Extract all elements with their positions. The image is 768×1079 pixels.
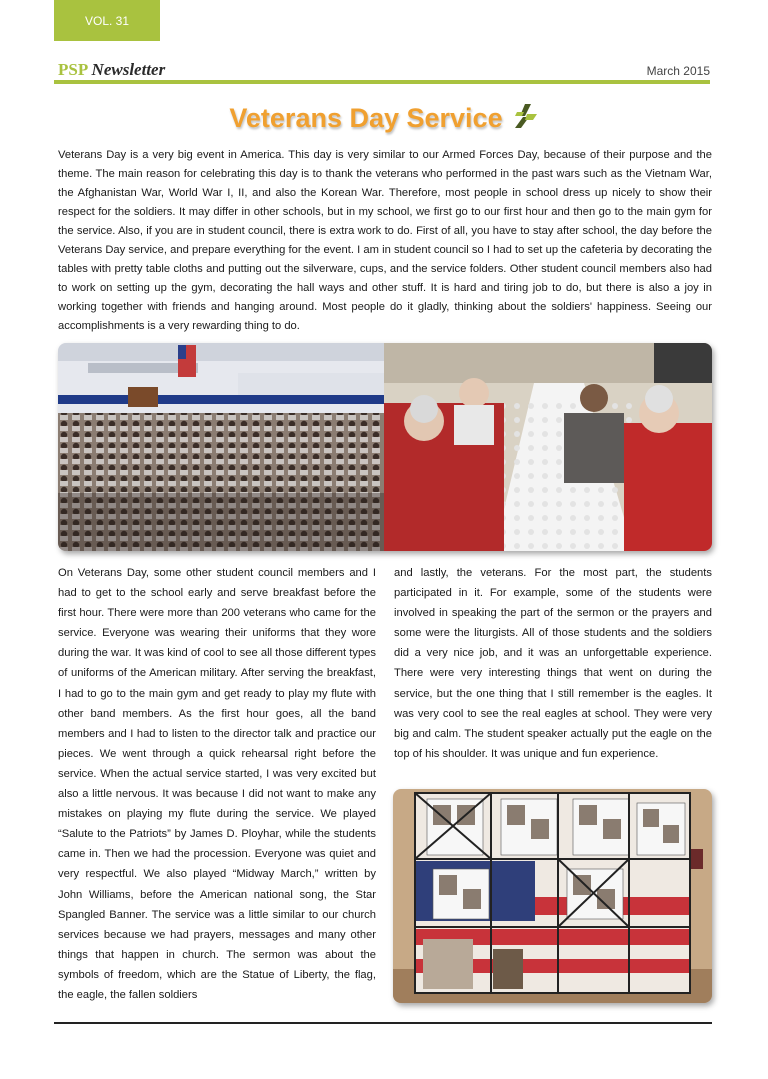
- newsletter-brand: [58, 60, 165, 80]
- article-column-left: On Veterans Day, some other student council members and I had to get to the school early and serve breakfast before the first hour. There were more than 200 veterans who came for the service. Everyone was wearing their uniforms that they wore during the war. It was kind of cool to see all those different types of uniforms of the American military. After serving the breakfast, I had to go to the main gym and get ready to play my flute with other band members. As the first hour goes, all the band members and I had to listen to the director talk and practice our pieces. We went through a quick rehearsal right before the service. When the actual service started, I was very excited but also a little nervous. It was because I did not want to make any mistakes on playing my flute during the service. We played “Salute to the Patriots” by James D. Ployhar, while the students came in. Then we had the procession. Everyone was quiet and very respectful. We also played “Midway March,” written by John Williams, before the American national song, the Star Spangled Banner. The service was a little similar to our church services because we had prayers, messages and many other things that happen in church. The sermon was about the symbols of freedom, which are the Statue of Liberty, the flag, the eagle, the fallen soldiers: [58, 567, 376, 1001]
- brand-secondary: Newsletter: [91, 60, 166, 79]
- volume-tab: VOL. 31: [54, 0, 160, 41]
- event-photos: [58, 343, 712, 551]
- article-column-right: and lastly, the veterans. For the most part, the students participated in it. For example, some of the students were involved in speaking the part of the sermon or the prayers and some were the liturgists. All of those students and the soldiers did a very nice job, and it was an unforgettable experience. There were very interesting things that went on during the service, but the one thing that I still remember is the eagles. It was very cool to see the real eagles at school. They were very big and calm. The student speaker actually put the eagle on the top of his shoulder. It was unique and fun experience.: [394, 567, 712, 760]
- issue-date: March 2015: [646, 64, 710, 78]
- veteran-salute-icon: [511, 102, 539, 135]
- header-divider: [54, 80, 710, 84]
- brand-primary: PSP: [58, 60, 88, 79]
- veterans-display-photo: [393, 789, 712, 1003]
- gym-service-photo: [58, 343, 384, 551]
- veterans-breakfast-photo: [384, 343, 712, 551]
- footer-divider: [54, 1022, 712, 1024]
- article-title-row: [0, 103, 768, 133]
- article-title: Veterans Day Service: [229, 102, 503, 133]
- intro-paragraph: Veterans Day is a very big event in America. This day is very similar to our Armed Forces Day, because of their purpose and the theme. The main reason for celebrating this day is to thank the veterans who performed in the past wars such as the Vietnam War, the Afghanistan War, World War I, II, and also the Korean War. Therefore, most people in school dress up nicely to show their respect for the soldiers. It may differ in other schools, but in my school, we first go to our first hour and then go to the main gym for the service. Also, if you are in student council, there is extra work to do. First of all, you have to stay after school, the day before the Veterans Day service, and prepare everything for the event. I am in student council so I had to set up the cafeteria by decorating the tables with pretty table cloths and putting out the silverware, cups, and the service folders. Other student council members also had to work on setting up the gym, decorating the hall ways and other stuff. It is hard and tiring job to do, but there is also a joy in working together with friends and hanging around. Most people do it gladly, thinking about the soldiers' happiness. Seeing our accomplishments is a very rewarding thing to do.: [58, 149, 712, 332]
